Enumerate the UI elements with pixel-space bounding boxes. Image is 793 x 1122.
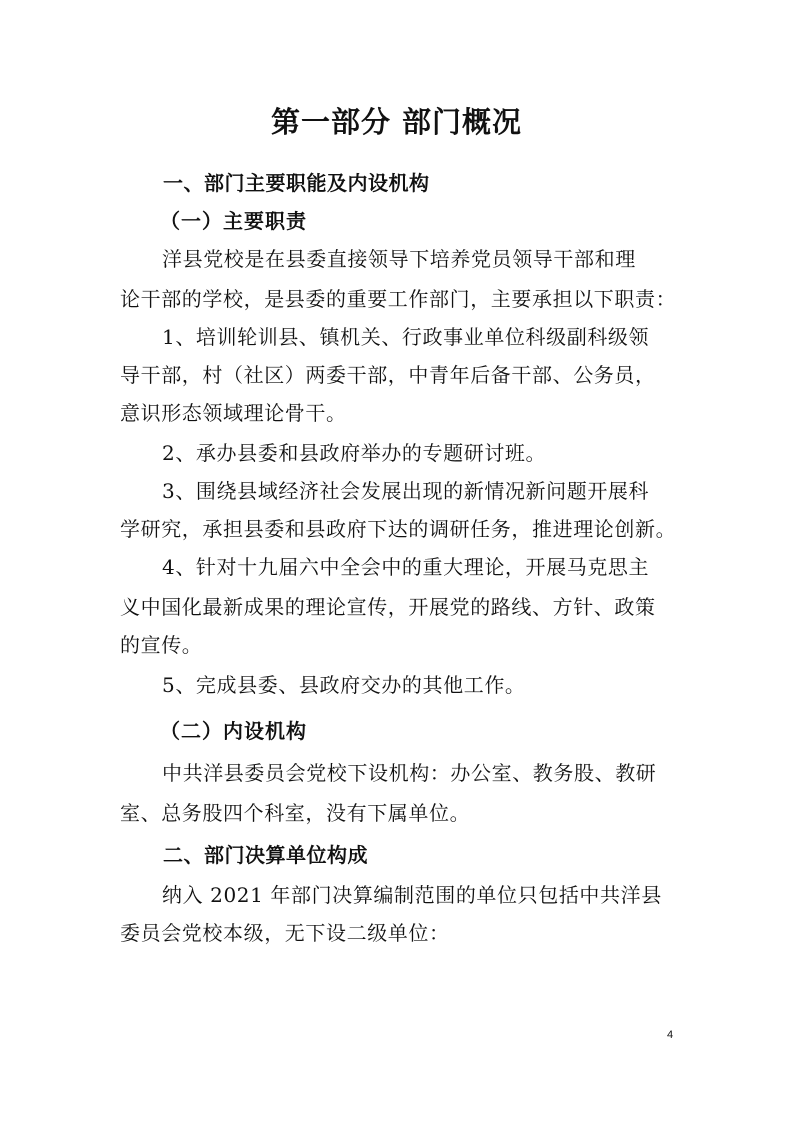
paragraph-line: 意识形态领域理论骨干。 — [120, 401, 347, 425]
page-number: 4 — [667, 1029, 674, 1041]
subsection-heading-structure: （二）内设机构 — [160, 719, 307, 743]
duty-item-1: 1、培训轮训县、镇机关、行政事业单位科级副科级领 — [162, 325, 650, 349]
duty-item-5: 5、完成县委、县政府交办的其他工作。 — [162, 673, 526, 697]
duty-item-3: 3、围绕县域经济社会发展出现的新情况新问题开展科 — [162, 479, 650, 503]
section-heading-units: 二、部门决算单位构成 — [163, 843, 368, 867]
paragraph-line: 义中国化最新成果的理论宣传，开展党的路线、方针、政策 — [120, 595, 656, 619]
paragraph-line: 洋县党校是在县委直接领导下培养党员领导干部和理 — [162, 247, 636, 271]
subsection-heading-duties: （一）主要职责 — [160, 209, 307, 233]
paragraph-line: 室、总务股四个科室，没有下属单位。 — [120, 801, 471, 825]
paragraph-line: 的宣传。 — [120, 633, 203, 657]
section-heading-functions: 一、部门主要职能及内设机构 — [163, 171, 430, 195]
paragraph-line: 论干部的学校，是县委的重要工作部门，主要承担以下职责： — [120, 287, 677, 311]
paragraph-line: 导干部，村（社区）两委干部，中青年后备干部、公务员， — [120, 363, 656, 387]
paragraph-line: 委员会党校本级，无下设二级单位： — [120, 921, 450, 945]
paragraph-line: 学研究，承担县委和县政府下达的调研任务，推进理论创新。 — [120, 517, 677, 541]
paragraph-line: 纳入 2021 年部门决算编制范围的单位只包括中共洋县 — [162, 883, 662, 907]
paragraph-line: 中共洋县委员会党校下设机构：办公室、教务股、教研 — [162, 761, 657, 785]
page-title: 第一部分 部门概况 — [270, 105, 523, 139]
duty-item-2: 2、承办县委和县政府举办的专题研讨班。 — [162, 441, 547, 465]
duty-item-4: 4、针对十九届六中全会中的重大理论，开展马克思主 — [162, 555, 650, 579]
